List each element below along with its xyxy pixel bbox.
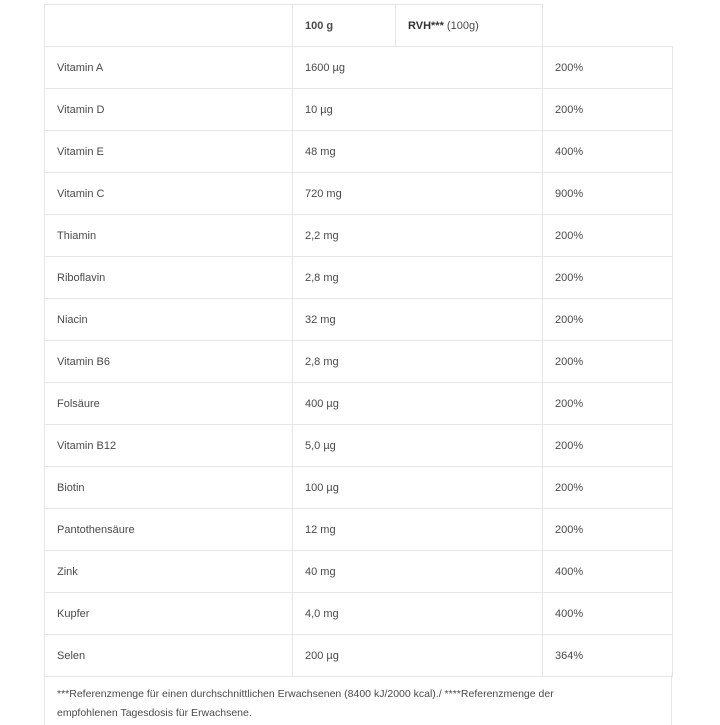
nutrient-amount: 720 mg xyxy=(293,173,543,215)
nutrient-amount: 2,8 mg xyxy=(293,341,543,383)
table-row xyxy=(45,383,673,425)
nutrient-name: Pantothensäure xyxy=(45,509,293,551)
nutrient-rvh: 200% xyxy=(543,467,673,509)
header-blank-cell xyxy=(45,5,293,47)
nutrient-rvh: 200% xyxy=(543,47,673,89)
nutrient-rvh: 200% xyxy=(543,383,673,425)
header-empty-cell xyxy=(543,5,673,47)
table-row xyxy=(45,467,673,509)
table-row xyxy=(45,257,673,299)
nutrient-name: Niacin xyxy=(45,299,293,341)
header-amount: 100 g xyxy=(293,5,396,47)
nutrient-name: Vitamin E xyxy=(45,131,293,173)
nutrient-amount: 200 µg xyxy=(293,635,543,677)
nutrient-amount: 10 µg xyxy=(293,89,543,131)
nutrition-table xyxy=(44,4,673,677)
nutrient-name: Vitamin B6 xyxy=(45,341,293,383)
table-row xyxy=(45,425,673,467)
nutrient-rvh: 200% xyxy=(543,425,673,467)
table-row xyxy=(45,89,673,131)
table-row xyxy=(45,299,673,341)
nutrient-name: Biotin xyxy=(45,467,293,509)
nutrient-amount: 48 mg xyxy=(293,131,543,173)
nutrient-name: Vitamin A xyxy=(45,47,293,89)
nutrient-amount: 2,8 mg xyxy=(293,257,543,299)
nutrition-table-container xyxy=(44,4,672,677)
nutrient-name: Folsäure xyxy=(45,383,293,425)
nutrient-amount: 100 µg xyxy=(293,467,543,509)
nutrient-name: Thiamin xyxy=(45,215,293,257)
header-rvh xyxy=(396,5,543,47)
table-row xyxy=(45,635,673,677)
nutrient-amount: 2,2 mg xyxy=(293,215,543,257)
table-header-row xyxy=(45,5,673,47)
nutrient-rvh: 900% xyxy=(543,173,673,215)
nutrient-rvh: 400% xyxy=(543,131,673,173)
nutrient-name: Selen xyxy=(45,635,293,677)
header-rvh-label: RVH*** xyxy=(408,19,444,32)
table-row xyxy=(45,509,673,551)
nutrient-rvh: 200% xyxy=(543,89,673,131)
nutrient-name: Vitamin D xyxy=(45,89,293,131)
nutrient-name: Riboflavin xyxy=(45,257,293,299)
nutrient-amount: 400 µg xyxy=(293,383,543,425)
footnote-line-1: ***Referenzmenge für einen durchschnittlichen Erwachsenen (8400 kJ/2000 kcal)./ ****Referenzmenge der xyxy=(57,688,554,700)
nutrient-name: Vitamin C xyxy=(45,173,293,215)
nutrient-amount: 12 mg xyxy=(293,509,543,551)
nutrient-name: Vitamin B12 xyxy=(45,425,293,467)
nutrient-rvh: 200% xyxy=(543,341,673,383)
nutrient-amount: 32 mg xyxy=(293,299,543,341)
footnote-line-2: empfohlenen Tagesdosis für Erwachsene. xyxy=(57,707,252,719)
table-row xyxy=(45,593,673,635)
header-rvh-unit: (100g) xyxy=(443,19,479,32)
nutrient-rvh: 200% xyxy=(543,509,673,551)
nutrient-rvh: 364% xyxy=(543,635,673,677)
nutrient-rvh: 400% xyxy=(543,551,673,593)
table-row xyxy=(45,551,673,593)
nutrient-name: Zink xyxy=(45,551,293,593)
nutrient-name: Kupfer xyxy=(45,593,293,635)
nutrient-amount: 4,0 mg xyxy=(293,593,543,635)
nutrient-rvh: 200% xyxy=(543,215,673,257)
nutrient-rvh: 200% xyxy=(543,257,673,299)
table-row xyxy=(45,47,673,89)
nutrient-amount: 5,0 µg xyxy=(293,425,543,467)
nutrient-amount: 1600 µg xyxy=(293,47,543,89)
table-row xyxy=(45,341,673,383)
table-row xyxy=(45,131,673,173)
table-row xyxy=(45,173,673,215)
table-row xyxy=(45,215,673,257)
nutrient-amount: 40 mg xyxy=(293,551,543,593)
nutrient-rvh: 200% xyxy=(543,299,673,341)
footnote xyxy=(44,675,672,725)
nutrient-rvh: 400% xyxy=(543,593,673,635)
